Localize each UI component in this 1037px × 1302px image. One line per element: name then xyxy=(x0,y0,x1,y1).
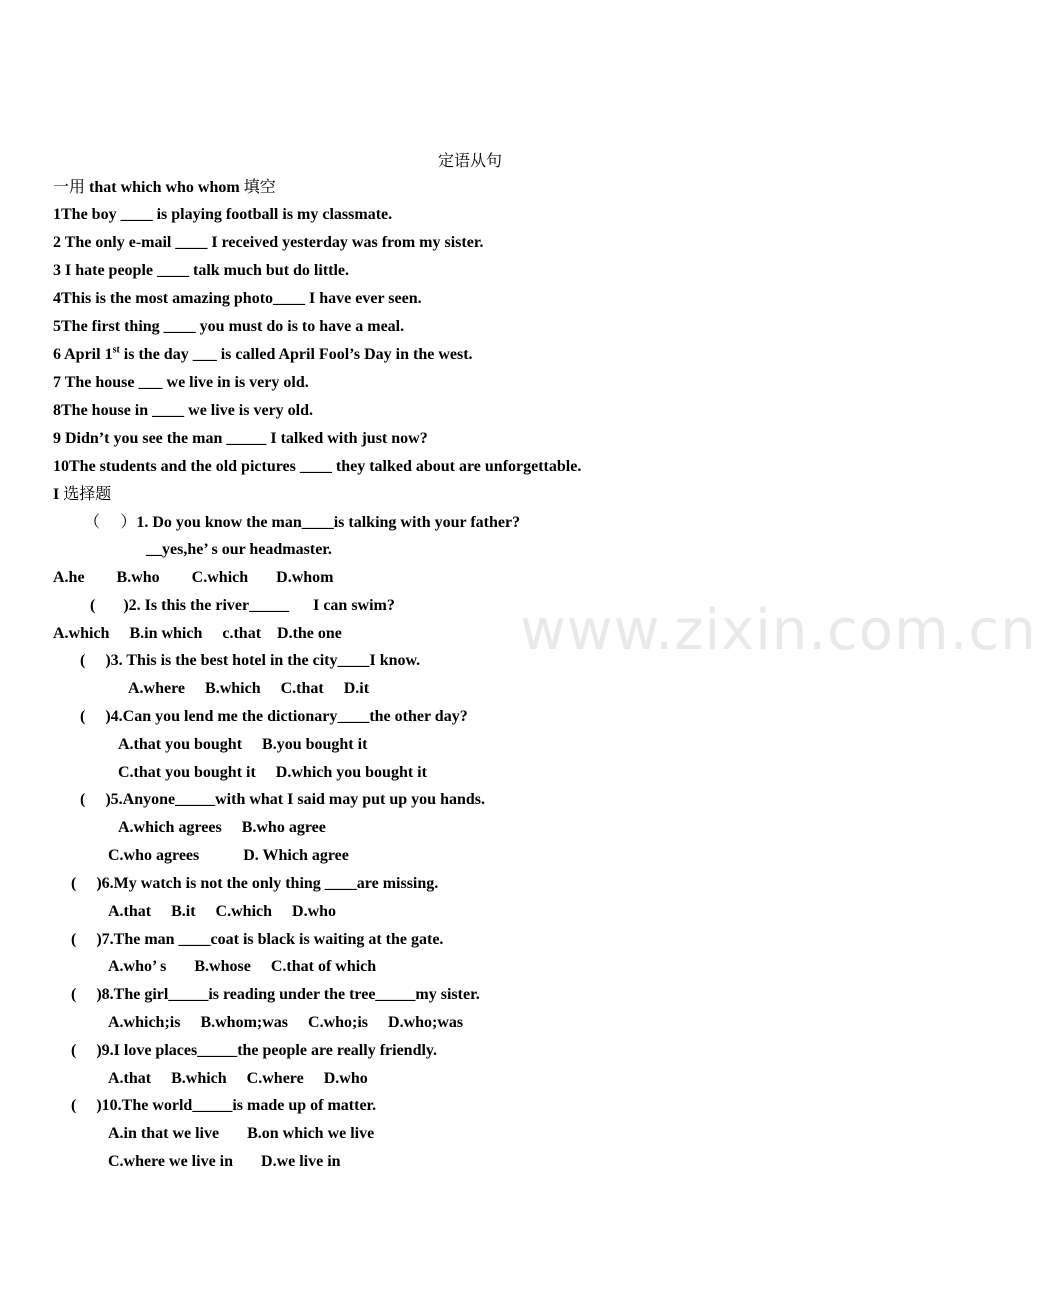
question-9-options: A.that B.which C.where D.who xyxy=(108,1070,368,1087)
question-2: ( )2. Is this the river_____ I can swim? xyxy=(90,597,395,614)
section1-heading-prefix: 一用 xyxy=(53,177,86,196)
fill-item-7: 7 The house ___ we live in is very old. xyxy=(53,374,309,391)
fill-item-1: 1The boy ____ is playing football is my classmate. xyxy=(53,206,393,223)
question-4-options-1: A.that you bought B.you bought it xyxy=(118,736,368,753)
section2-heading xyxy=(53,484,111,505)
question-7: ( )7.The man ____coat is black is waiting at the gate. xyxy=(71,931,444,948)
section1-heading-suffix: 填空 xyxy=(243,177,276,196)
section1-heading-words: that which who whom xyxy=(85,179,244,196)
question-2-options: A.which B.in which c.that D.the one xyxy=(53,625,342,642)
question-5-options-2: C.who agrees D. Which agree xyxy=(108,847,349,864)
fill-item-5: 5The first thing ____ you must do is to have a meal. xyxy=(53,318,405,335)
question-1 xyxy=(84,512,520,533)
fill-item-8: 8The house in ____ we live is very old. xyxy=(53,402,314,419)
fill-item-3: 3 I hate people ____ talk much but do little. xyxy=(53,262,350,279)
question-6: ( )6.My watch is not the only thing ____are missing. xyxy=(71,875,439,892)
fill-item-9: 9 Didn’t you see the man _____ I talked with just now? xyxy=(53,430,428,447)
question-3-options: A.where B.which C.that D.it xyxy=(128,680,370,697)
page-title: 定语从句 xyxy=(437,151,502,170)
question-1-options: A.he B.who C.which D.whom xyxy=(53,569,334,586)
question-1-bracket: （ ） xyxy=(84,512,137,531)
question-4: ( )4.Can you lend me the dictionary____the other day? xyxy=(80,708,468,725)
section2-heading-prefix: I xyxy=(53,486,60,503)
watermark: www.zixin.com.cn xyxy=(520,598,1037,663)
question-5-options-1: A.which agrees B.who agree xyxy=(118,819,326,836)
question-9: ( )9.I love places_____the people are really friendly. xyxy=(71,1042,438,1059)
question-6-options: A.that B.it C.which D.who xyxy=(108,903,337,920)
question-5: ( )5.Anyone_____with what I said may put up you hands. xyxy=(80,791,485,808)
section2-heading-suffix: 选择题 xyxy=(63,484,112,503)
section1-heading xyxy=(53,177,276,198)
question-10-options-2: C.where we live in D.we live in xyxy=(108,1153,341,1170)
fill-item-4: 4This is the most amazing photo____ I have ever seen. xyxy=(53,290,422,307)
question-10-options-1: A.in that we live B.on which we live xyxy=(108,1125,375,1142)
fill-item-6-sup: st xyxy=(112,344,120,356)
question-7-options: A.who’ s B.whose C.that of which xyxy=(108,958,377,975)
question-8: ( )8.The girl_____is reading under the tree_____my sister. xyxy=(71,986,480,1003)
fill-item-2: 2 The only e-mail ____ I received yesterday was from my sister. xyxy=(53,234,484,251)
question-1-reply: __yes,he’ s our headmaster. xyxy=(146,541,332,558)
fill-item-10: 10The students and the old pictures ____ they talked about are unforgettable. xyxy=(53,458,582,475)
question-4-options-2: C.that you bought it D.which you bought it xyxy=(118,764,427,781)
question-10: ( )10.The world_____is made up of matter. xyxy=(71,1097,377,1114)
fill-item-6-rest: is the day ___ is called April Fool’s Day in the west. xyxy=(119,346,473,363)
question-1-text: 1. Do you know the man____is talking with your father? xyxy=(136,514,521,531)
fill-item-6-start: 6 April 1 xyxy=(53,346,113,363)
question-8-options: A.which;is B.whom;was C.who;is D.who;was xyxy=(108,1014,464,1031)
fill-item-6 xyxy=(53,345,473,365)
question-3: ( )3. This is the best hotel in the city____I know. xyxy=(80,652,421,669)
